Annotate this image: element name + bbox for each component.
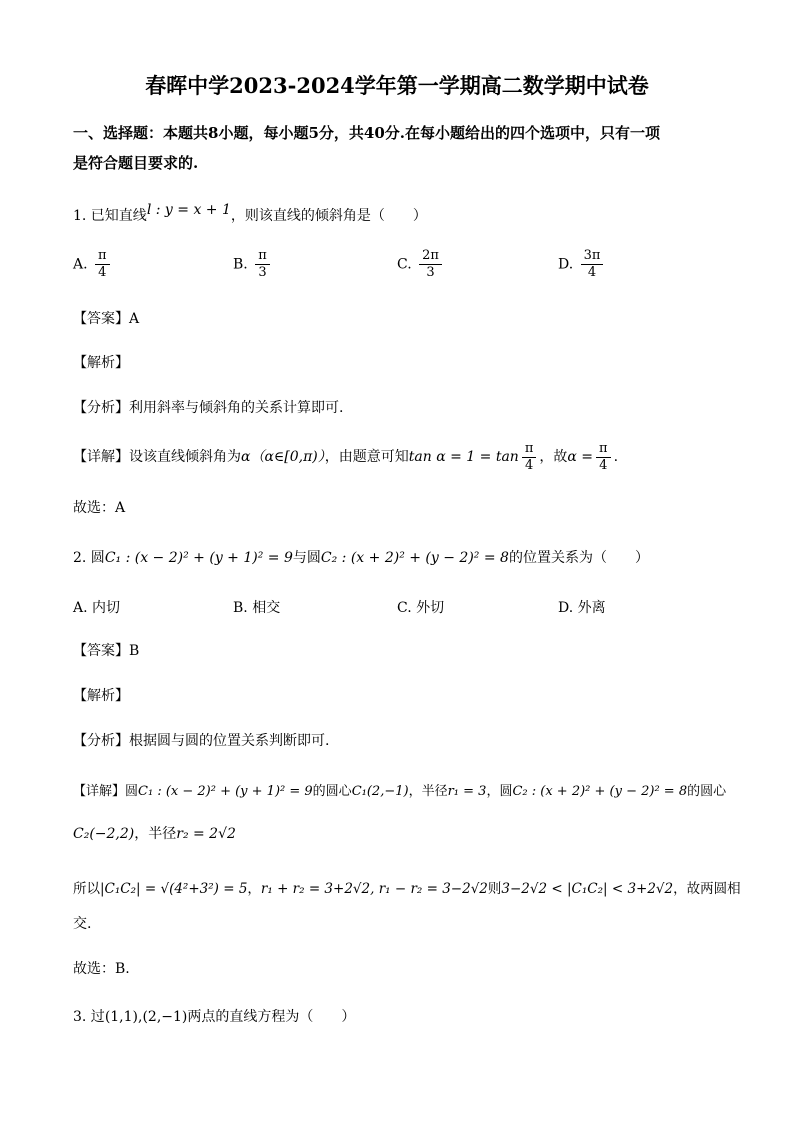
detail-text: ，由题意可知	[324, 449, 409, 465]
detail-tag: 【详解】	[73, 449, 129, 465]
q3-math: (1,1),(2,−1)	[104, 1009, 188, 1025]
q1-conclusion: 故选：A	[73, 500, 126, 516]
detail-text: ，圆	[486, 784, 513, 799]
fenxi-text: 根据圆与圆的位置关系判断即可.	[129, 733, 330, 749]
q2-conclusion: 故选：B.	[73, 961, 130, 977]
q1-prefix: 1. 已知直线	[73, 208, 147, 224]
option-text: 相交	[252, 600, 281, 616]
option-fraction: $\frac{\pi}{4}$	[95, 248, 110, 281]
q2-answer	[73, 640, 139, 660]
q1-answer	[73, 308, 139, 328]
q2-analysis-tag: 【解析】	[73, 688, 129, 704]
detail-fraction: $\frac{\pi}{4}$	[522, 441, 537, 474]
question-2	[73, 547, 649, 567]
detail-math: 3−2√2 < |C₁C₂| < 3+2√2	[501, 881, 674, 897]
q2-text: 与圆	[292, 550, 321, 566]
detail-math: r₁ + r₂ = 3+2√2, r₁ − r₂ = 3−2√2	[260, 881, 488, 897]
option-label: B.	[233, 256, 248, 273]
detail-text: 圆	[125, 784, 139, 799]
option-text: 外离	[577, 600, 606, 616]
detail-math: C₁ : (x − 2)² + (y + 1)² = 9	[138, 784, 313, 799]
detail-fraction: $\frac{\pi}{4}$	[596, 441, 611, 474]
q1-option-b	[233, 248, 273, 281]
q2-option-b	[233, 597, 280, 617]
answer-tag: 【答案】	[73, 311, 129, 327]
detail-text: ，	[247, 881, 261, 897]
q1-option-d	[558, 248, 606, 281]
option-text: 内切	[92, 600, 121, 616]
detail-text: 设该直线倾斜角为	[129, 449, 241, 465]
detail-math: |C₁C₂| = √(4²+3²) = 5	[100, 881, 248, 897]
q2-math: C₂ : (x + 2)² + (y − 2)² = 8	[320, 550, 509, 566]
detail-tag: 【详解】	[73, 784, 126, 799]
q1-suffix: ，则该直线的倾斜角是（ ）	[230, 208, 427, 224]
q3-text: 3. 过	[73, 1009, 105, 1025]
option-text: 外切	[416, 600, 445, 616]
detail-math: tan α = 1 = tan	[408, 449, 519, 465]
option-label: C.	[397, 256, 412, 273]
q1-math: l : y = x + 1	[146, 202, 231, 218]
q2-detail-line1	[73, 780, 726, 799]
option-label: B.	[233, 600, 248, 616]
option-label: D.	[558, 600, 574, 616]
q1-detail: 【详解】设该直线倾斜角为α（α∈[0,π)），由题意可知tan α = 1 = tan $\frac{\pi}{4}$ ，故α = $\frac{\pi}{4}$ .	[73, 440, 619, 473]
answer-value: B	[129, 643, 140, 659]
question-3	[73, 1006, 355, 1026]
q1-fenxi	[73, 397, 343, 417]
fenxi-tag: 【分析】	[73, 733, 129, 749]
q2-fenxi	[73, 730, 329, 750]
detail-math: C₁(2,−1)	[351, 784, 409, 799]
detail-text: ，故	[539, 449, 568, 465]
fenxi-tag: 【分析】	[73, 400, 129, 416]
detail-text: 的圆心	[312, 784, 352, 799]
q1-analysis-tag: 【解析】	[73, 355, 129, 371]
detail-math: α（α∈[0,π)）	[241, 449, 325, 465]
section-heading-line1: 一、选择题：本题共8小题，每小题5分，共40分.在每小题给出的四个选项中，只有一项	[73, 124, 660, 142]
detail-text: 所以	[73, 881, 100, 897]
option-label: D.	[558, 256, 574, 273]
q2-option-d	[558, 597, 606, 617]
option-fraction: $\frac{2\pi}{3}$	[419, 248, 442, 281]
detail-math: r₁ = 3	[447, 784, 487, 799]
section-heading-line2: 是符合题目要求的.	[73, 154, 199, 172]
detail-text: ，半径	[134, 826, 177, 842]
option-fraction: $\frac{3\pi}{4}$	[581, 248, 604, 281]
detail-text: ，故两圆相	[673, 881, 741, 897]
fenxi-text: 利用斜率与倾斜角的关系计算即可.	[129, 400, 344, 416]
detail-text: 的圆心	[687, 784, 727, 799]
q2-math: C₁ : (x − 2)² + (y + 1)² = 9	[104, 550, 293, 566]
q2-text: 的位置关系为（ ）	[508, 550, 649, 566]
option-fraction: $\frac{\pi}{3}$	[255, 248, 270, 281]
detail-math: C₂ : (x + 2)² + (y − 2)² = 8	[512, 784, 688, 799]
page-title: 春晖中学2023-2024学年第一学期高二数学期中试卷	[145, 73, 649, 98]
question-1	[73, 202, 427, 225]
option-label: C.	[397, 600, 412, 616]
q2-detail-line3	[73, 877, 741, 897]
option-label: A.	[73, 256, 88, 273]
detail-text: ，半径	[408, 784, 448, 799]
option-label: A.	[73, 600, 88, 616]
q3-text: 两点的直线方程为（ ）	[187, 1009, 356, 1025]
q1-option-c	[397, 248, 445, 281]
detail-math: r₂ = 2√2	[176, 826, 236, 842]
q2-text: 2. 圆	[73, 550, 105, 566]
q2-detail-line4: 交.	[73, 916, 92, 932]
q2-option-a	[73, 597, 120, 617]
detail-math: α =	[567, 449, 594, 465]
answer-tag: 【答案】	[73, 643, 129, 659]
q1-option-a	[73, 248, 113, 281]
q2-detail-line2	[73, 823, 236, 843]
answer-value: A	[129, 311, 140, 327]
detail-text: 则	[487, 881, 502, 897]
q2-option-c	[397, 597, 444, 617]
detail-math: C₂(−2,2)	[73, 826, 135, 842]
